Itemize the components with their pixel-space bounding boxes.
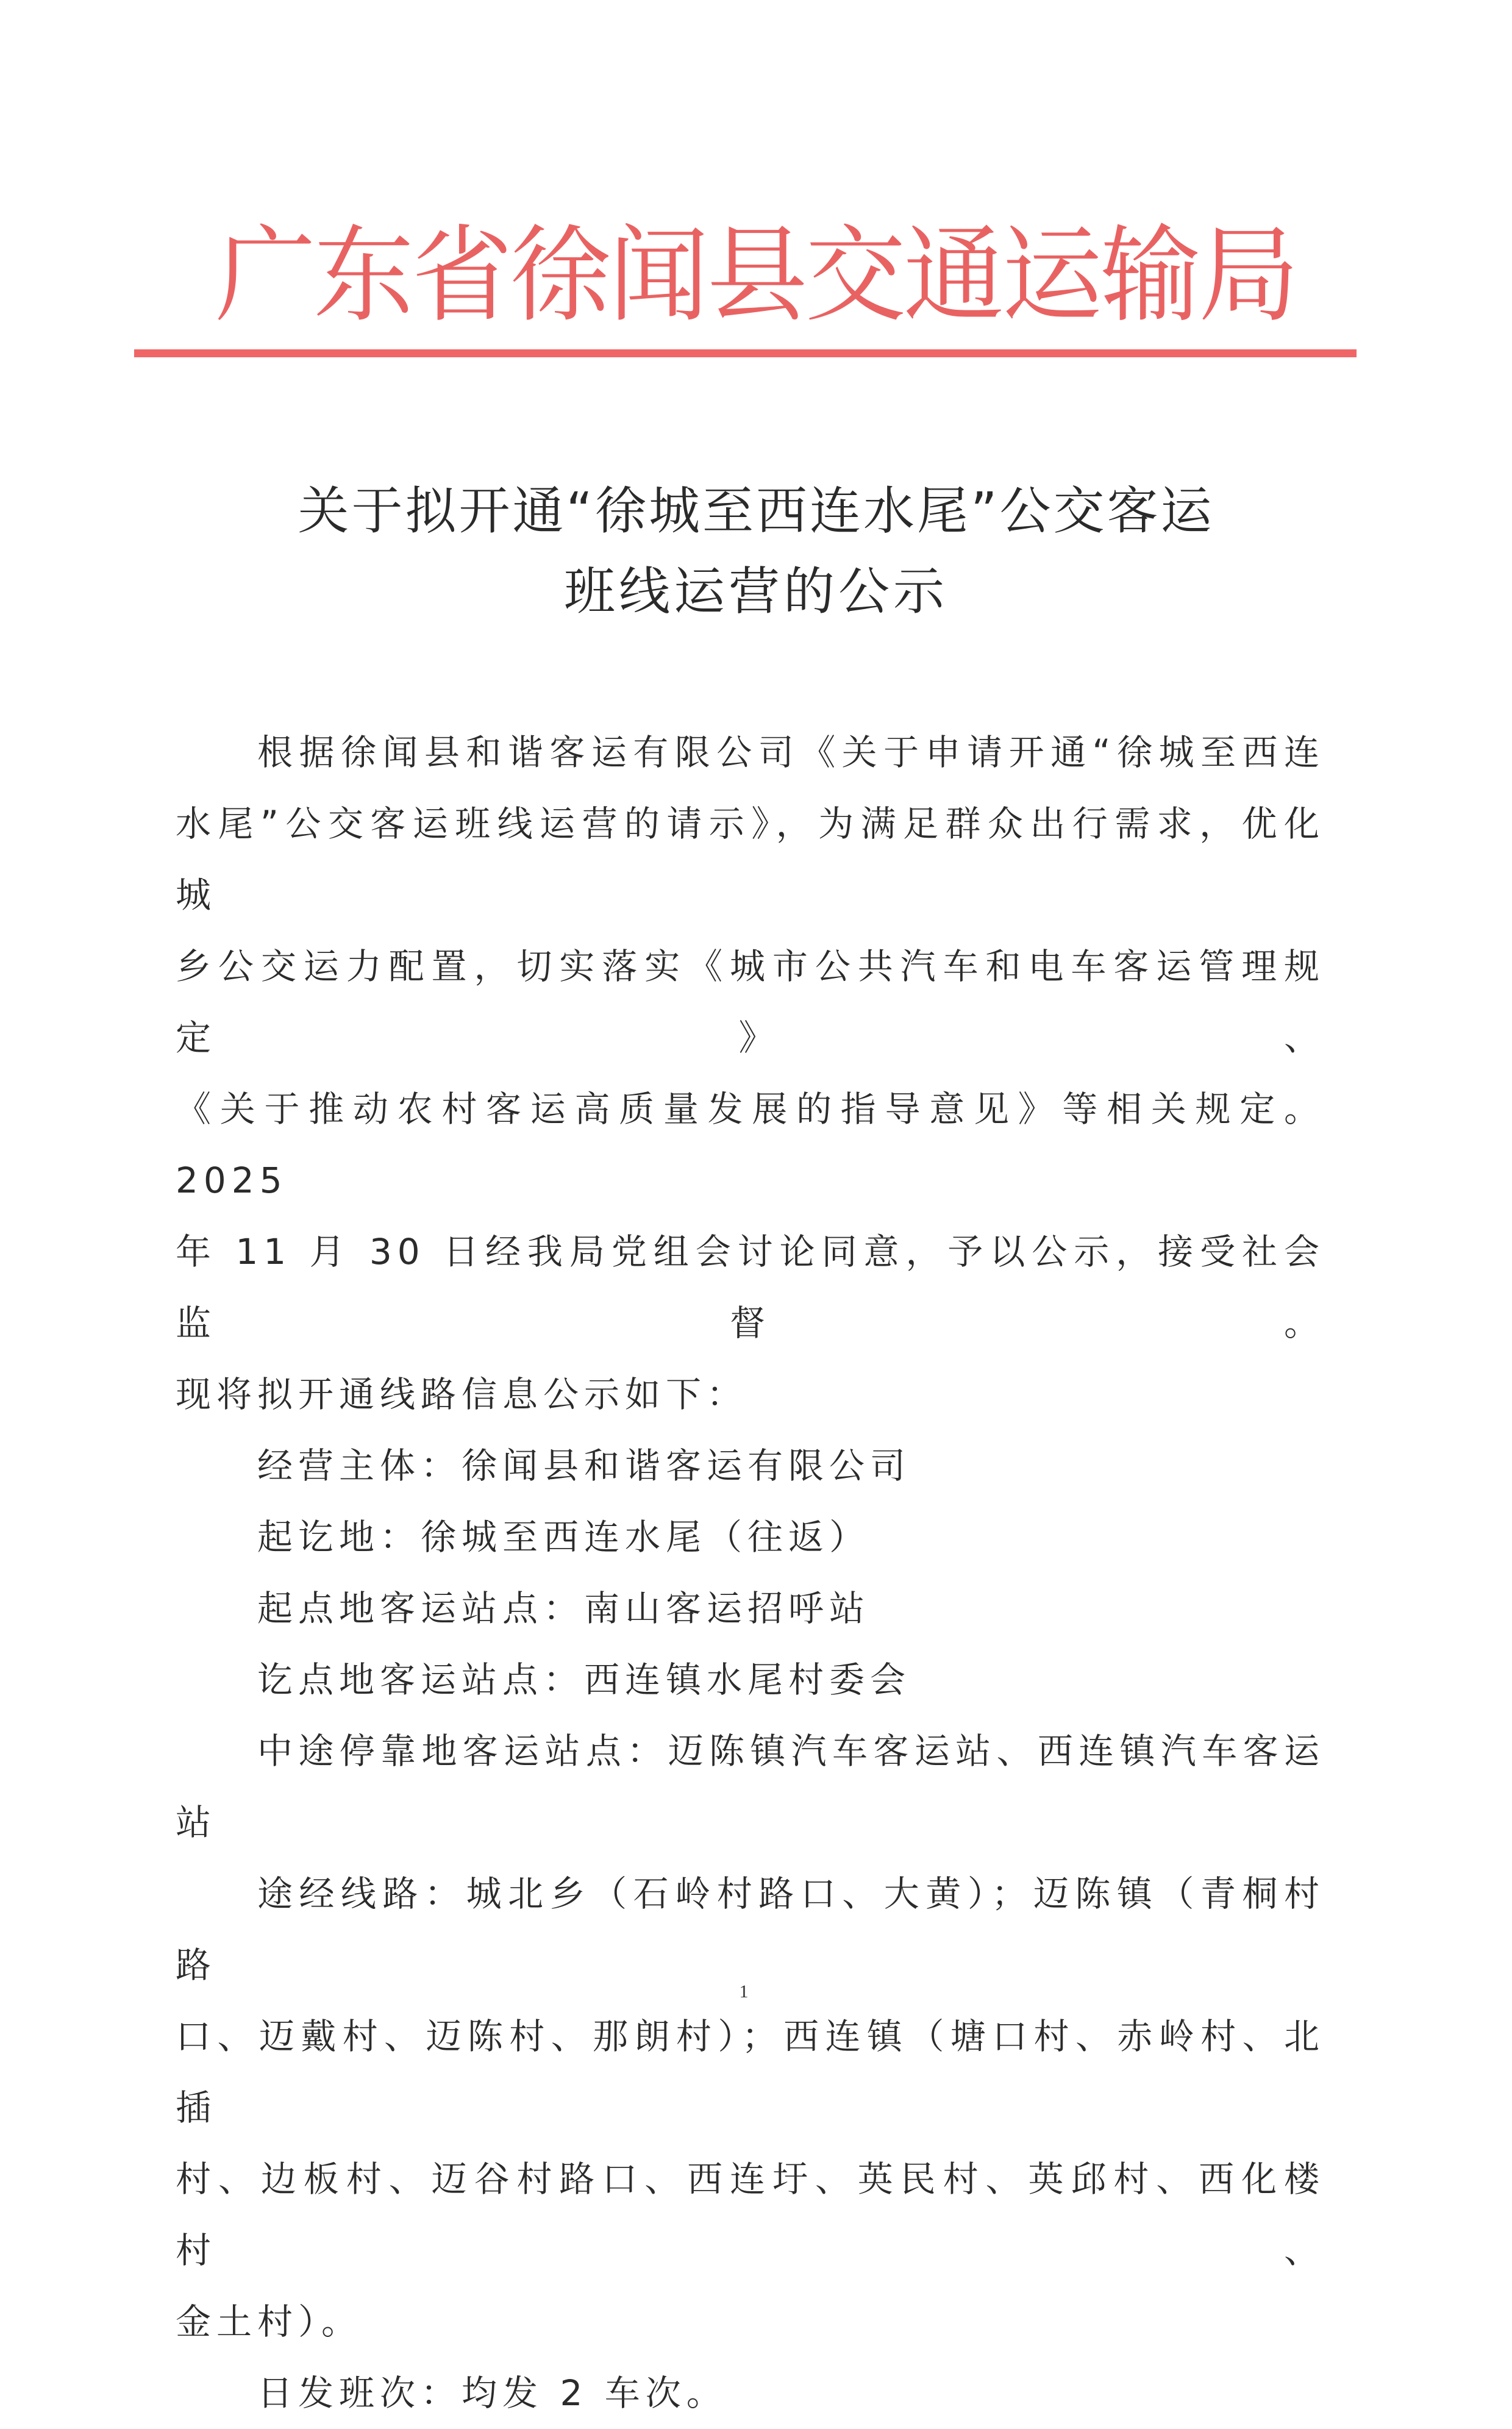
info-value: 徐闻县和谐客运有限公司 [462, 1445, 911, 1486]
info-value: 西连镇水尾村委会 [584, 1659, 911, 1700]
body-line: 根据徐闻县和谐客运有限公司《关于申请开通“徐城至西连 [257, 732, 1325, 773]
body-line: 《关于推动农村客运高质量发展的指导意见》等相关规定。2025 [176, 1088, 1325, 1201]
info-item-route: 途经线路：城北乡（石岭村路口、大黄）；迈陈镇（青桐村路 [176, 1873, 1325, 1986]
red-divider-rule [134, 349, 1357, 357]
info-value: 徐城至西连水尾（往返） [421, 1516, 871, 1558]
info-item-origin-destination [176, 1502, 1325, 1573]
letterhead-title: 广东省徐闻县交通运输局 [215, 214, 1297, 337]
info-value: 均发 2 车次。 [462, 2372, 727, 2414]
body-line: 乡公交运力配置，切实落实《城市公共汽车和电车客运管理规定》、 [176, 946, 1325, 1058]
document-body [176, 717, 1325, 2429]
info-label: 起讫地： [257, 1516, 421, 1558]
info-item-intermediate-stops: 中途停靠地客运站点：迈陈镇汽车客运站、西连镇汽车客运 [257, 1730, 1325, 1772]
page-number: 1 [739, 1981, 749, 2002]
body-line: 年 11 月 30 日经我局党组会讨论同意，予以公示，接受社会监督。 [176, 1231, 1325, 1344]
info-item-route-cont: 村、边板村、迈谷村路口、西连圩、英民村、英邱村、西化楼村、 [176, 2158, 1325, 2271]
info-item-operator [176, 1430, 1325, 1502]
info-label: 讫点地客运站点： [257, 1659, 585, 1700]
body-line: 现将拟开通线路信息公示如下： [176, 1374, 748, 1415]
info-item-start-station [176, 1573, 1325, 1644]
info-label: 经营主体： [257, 1445, 462, 1486]
info-label: 日发班次： [257, 2372, 462, 2414]
info-item-route-cont: 金土村）。 [176, 2301, 363, 2342]
info-item-intermediate-stops-cont: 站 [176, 1802, 217, 1843]
info-item-daily-trips [176, 2358, 1325, 2429]
info-item-route-cont: 口、迈戴村、迈陈村、那朗村）；西连镇（塘口村、赤岭村、北插 [176, 2016, 1325, 2128]
info-label: 起点地客运站点： [257, 1588, 585, 1629]
document-title-line-2: 班线运营的公示 [563, 562, 948, 621]
body-line: 水尾”公交客运班线运营的请示》，为满足群众出行需求，优化城 [176, 803, 1325, 916]
document-title-line-1: 关于拟开通“徐城至西连水尾”公交客运 [298, 481, 1214, 541]
info-item-end-station [176, 1644, 1325, 1716]
info-value: 南山客运招呼站 [584, 1588, 871, 1629]
